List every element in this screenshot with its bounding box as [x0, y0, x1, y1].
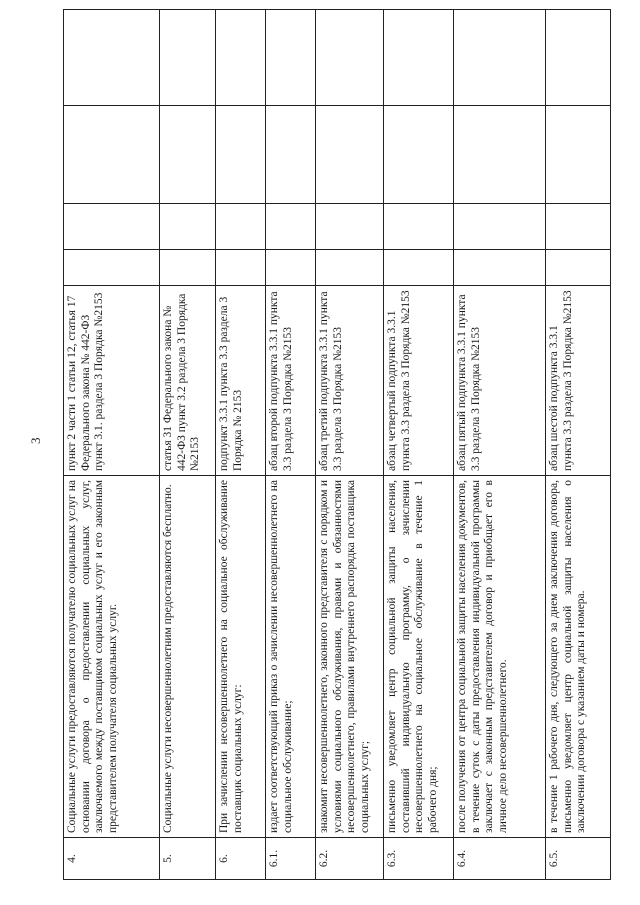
row-number: 6.3. — [384, 838, 454, 880]
table-row — [316, 10, 384, 880]
row-legal-basis: абзац третий подпункта 3.3.1 пункта 3.3 раздела 3 Порядка №2153 — [316, 286, 384, 476]
empty-cell — [216, 10, 266, 106]
row-number: 6.4. — [454, 838, 546, 880]
empty-cell — [454, 10, 546, 106]
row-content: письменно уведомляет центр социальной защиты населения, составивший индивидуальную программу, о зачислении несовершеннолетнего на социальное обслуживание в течение 1 рабочего дня; — [384, 476, 454, 838]
empty-cell — [216, 250, 266, 286]
empty-cell — [384, 106, 454, 204]
empty-cell — [266, 250, 316, 286]
row-content: Социальные услуги несовершеннолетним предоставляются бесплатно. — [160, 476, 216, 838]
table-row — [266, 10, 316, 880]
empty-cell — [316, 10, 384, 106]
row-content: после получения от центра социальной защиты населения документов, в течение суток с даты предоставления индивидуальной программы заключает с законным представителем договор и приобщает его в личное дело несовершеннолетнего. — [454, 476, 546, 838]
empty-cell — [64, 106, 160, 204]
row-content: в течение 1 рабочего дня, следующего за днем заключения договора, письменно уведомляет центр социальной защиты населения о заключении договора с указанием даты и номера. — [546, 476, 611, 838]
empty-cell — [546, 250, 611, 286]
row-legal-basis: абзац четвертый подпункта 3.3.1 пункта 3.3 раздела 3 Порядка №2153 — [384, 286, 454, 476]
empty-cell — [546, 204, 611, 250]
empty-cell — [316, 204, 384, 250]
procedure-table — [63, 9, 611, 880]
row-content: Социальные услуги предоставляются получателю социальных услуг на основании договора о предоставлении социальных услуг, заключаемого между поставщиком социальных услуг и его законным представителем получателя социальных услуг. — [64, 476, 160, 838]
empty-cell — [160, 250, 216, 286]
row-legal-basis: абзац пятый подпункта 3.3.1 пункта 3.3 раздела 3 Порядка №2153 — [454, 286, 546, 476]
rotated-table-wrapper — [63, 10, 610, 880]
empty-cell — [216, 204, 266, 250]
empty-cell — [546, 10, 611, 106]
row-legal-basis: пункт 2 части 1 статьи 12, статья 17 Федерального закона № 442-ФЗ пункт 3.1. раздела 3 Порядка №2153 — [64, 286, 160, 476]
empty-cell — [384, 10, 454, 106]
row-legal-basis: абзац шестой подпункта 3.3.1 пункта 3.3 раздела 3 Порядка №2153 — [546, 286, 611, 476]
empty-cell — [64, 250, 160, 286]
row-content: При зачислении несовершеннолетнего на социальное обслуживание поставщик социальных услуг: — [216, 476, 266, 838]
row-legal-basis: статья 31 Федерального закона № 442-ФЗ пункт 3.2 раздела 3 Порядка №2153 — [160, 286, 216, 476]
empty-cell — [454, 106, 546, 204]
empty-cell — [384, 250, 454, 286]
row-legal-basis: абзац второй подпункта 3.3.1 пункта 3.3 раздела 3 Порядка №2153 — [266, 286, 316, 476]
empty-cell — [216, 106, 266, 204]
row-number: 4. — [64, 838, 160, 880]
table-row — [160, 10, 216, 880]
page-number: 3 — [28, 437, 43, 444]
empty-cell — [266, 204, 316, 250]
empty-cell — [546, 106, 611, 204]
table-row — [64, 10, 160, 880]
empty-cell — [64, 10, 160, 106]
row-number: 6.5. — [546, 838, 611, 880]
empty-cell — [160, 10, 216, 106]
row-number: 6.2. — [316, 838, 384, 880]
empty-cell — [454, 250, 546, 286]
row-number: 6. — [216, 838, 266, 880]
empty-cell — [266, 10, 316, 106]
empty-cell — [160, 204, 216, 250]
row-number: 6.1. — [266, 838, 316, 880]
empty-cell — [316, 250, 384, 286]
row-content: издает соответствующий приказ о зачислении несовершеннолетнего на социальное обслуживание; — [266, 476, 316, 838]
row-legal-basis: подпункт 3.3.1 пункта 3.3 раздела 3 Порядка № 2153 — [216, 286, 266, 476]
empty-cell — [266, 106, 316, 204]
table-row — [384, 10, 454, 880]
table-row — [546, 10, 611, 880]
empty-cell — [454, 204, 546, 250]
empty-cell — [64, 204, 160, 250]
empty-cell — [316, 106, 384, 204]
row-number: 5. — [160, 838, 216, 880]
table-row — [216, 10, 266, 880]
empty-cell — [160, 106, 216, 204]
row-content: знакомит несовершеннолетнего, законного представителя с порядком и условиями социального обслуживания, правами и обязанностями несовершеннолетнего, правилами внутреннего распорядка поставщика социальных услуг; — [316, 476, 384, 838]
empty-cell — [384, 204, 454, 250]
table-row — [454, 10, 546, 880]
